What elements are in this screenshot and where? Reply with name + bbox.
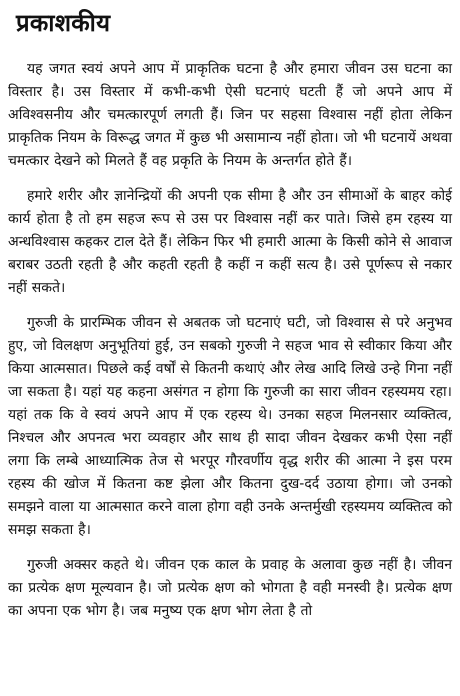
paragraph: गुरुजी अक्सर कहते थे। जीवन एक काल के प्रवाह के अलावा कुछ नहीं है। जीवन का प्रत्येक क्षण मूल्यवान है। जो प्रत्येक क्षण को भोगता है वही मनस्वी है। प्रत्येक क्षण का अपना एक भोग है। जब मनुष्य एक क्षण भोग लेता है तो [8,557,452,619]
paragraph: गुरुजी के प्रारम्भिक जीवन से अबतक जो घटनाएं घटी, जो विश्वास से परे अनुभव हुए, जो विलक्षण अनुभूतियां हुई, उन सबको गुरुजी ने सहज भाव से स्वीकार किया और किया आत्मसात। पिछले कई वर्षों से कितनी कथाएं और लेख आदि लिखे उन्हे गिना नहीं जा सकता है। यहां यह कहना असंगत न होगा कि गुरुजी का सारा जीवन रहस्यमय रहा। यहां तक कि वे स्वयं अपने आप में एक रहस्य थे। उनका सहज मिलनसार व्यक्तित्व, निश्चल और अपनत्व भरा व्यवहार और साथ ही सादा जीवन देखकर कभी ऐसा नहीं लगा कि लम्बे आध्यात्मिक तेज से भरपूर गौरवर्णीय वृद्ध शरीर की आत्मा ने इस परम रहस्य की खोज में कितना कष्ट झेला और कितना दुख-दर्द उठाया होगा। जो उनको समझने वाला या आत्मसात करने वाला होगा वही उनके अन्तर्मुखी रहस्यमय व्यक्तित्व को समझ सकता है। [8,315,452,538]
page-title: प्रकाशकीय [16,9,111,37]
paragraph: यह जगत स्वयं अपने आप में प्राकृतिक घटना है और हमारा जीवन उस घटना का विस्तार है। उस विस्तार में कभी-कभी ऐसी घटनाएं घटती हैं जो अपने आप में अविश्वसनीय और चमत्कारपूर्ण लगती हैं। जिन पर सहसा विश्वास नहीं होता लेकिन प्राकृतिक नियम के विरूद्ध जगत में कुछ भी असामान्य नहीं होता। जो भी घटनायें अथवा चमत्कार देखने को मिलते हैं वह प्रकृति के नियम के अन्तर्गत होते हैं। [8,61,452,169]
paragraph: हमारे शरीर और ज्ञानेन्द्रियों की अपनी एक सीमा है और उन सीमाओं के बाहर कोई कार्य होता है तो हम सहज रूप से उस पर विश्वास नहीं कर पाते। जिसे हम रहस्य या अन्धविश्वास कहकर टाल देते हैं। लेकिन फिर भी हमारी आत्मा के किसी कोने से आवाज बराबर उठती रहती है और कहती रहती है कहीं न कहीं सत्य है। उसे पूर्णरूप से नकार नहीं सकते। [8,188,452,296]
